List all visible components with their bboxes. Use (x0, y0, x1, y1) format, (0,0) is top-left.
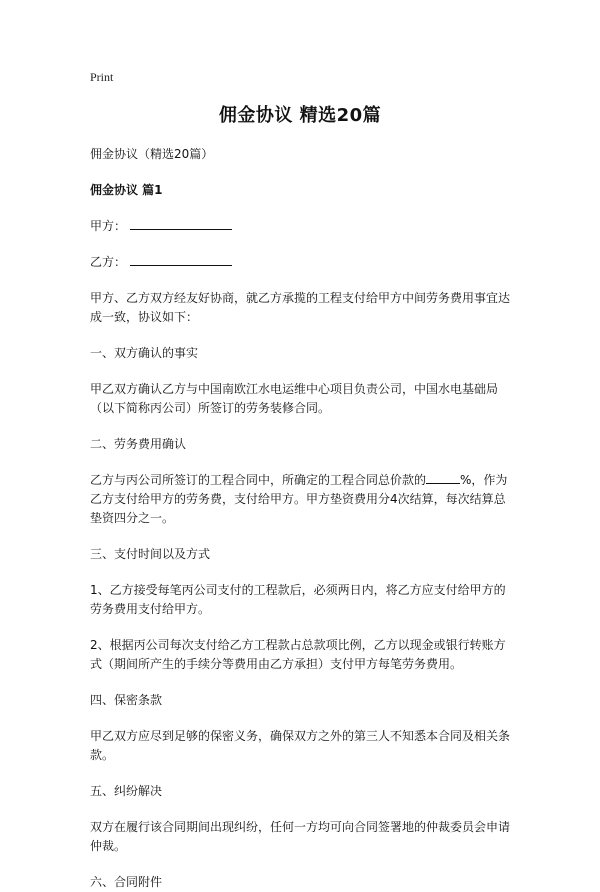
intro-paragraph: 甲方、乙方双方经友好协商，就乙方承揽的工程支付给甲方中间劳务费用事宜达成一致，协议如下： (90, 291, 511, 324)
heading-facts: 一、双方确认的事实 (90, 346, 199, 360)
paragraph-confidentiality: 甲乙双方应尽到足够的保密义务，确保双方之外的第三人不知悉本合同及相关条款。 (90, 729, 511, 762)
party-b-blank (130, 253, 232, 266)
fee-text-after: %，作为乙方支付给甲方的劳务费，支付给甲方。甲方垫资费用分4次结算，每次结算总垫资四分之一。 (90, 473, 508, 525)
fee-text-before: 乙方与丙公司所签订的工程合同中，所确定的工程合同总价款的 (90, 473, 427, 487)
heading-confidentiality: 四、保密条款 (90, 693, 163, 707)
party-a-line (90, 217, 510, 236)
party-a-label: 甲方： (90, 219, 127, 233)
party-a-blank (130, 217, 232, 230)
heading-fee: 二、劳务费用确认 (90, 437, 187, 451)
party-b-label: 乙方： (90, 255, 127, 269)
heading-attachments: 六、合同附件 (90, 875, 163, 889)
section-title: 佣金协议 篇1 (90, 183, 163, 197)
paragraph-payment-2: 2、根据丙公司每次支付给乙方工程款占总款项比例，乙方以现金或银行转账方式（期间所产生的手续分等费用由乙方承担）支付甲方每笔劳务费用。 (90, 638, 506, 671)
paragraph-dispute: 双方在履行该合同期间出现纠纷，任何一方均可向合同签署地的仲裁委员会申请仲裁。 (90, 820, 511, 853)
percent-blank (426, 471, 460, 484)
paragraph-facts: 甲乙双方确认乙方与中国南欧江水电运维中心项目负责公司，中国水电基础局（以下简称丙公司）所签订的劳务装修合同。 (90, 382, 499, 415)
document-subtitle: 佣金协议（精选20篇） (90, 147, 214, 161)
print-label: Print (90, 70, 114, 84)
heading-payment: 三、支付时间以及方式 (90, 547, 211, 561)
paragraph-fee (90, 471, 510, 528)
party-b-line (90, 253, 510, 272)
document-title: 佣金协议 精选20篇 (218, 105, 382, 126)
paragraph-payment-1: 1、乙方接受每笔丙公司支付的工程款后，必须两日内，将乙方应支付给甲方的劳务费用支付给甲方。 (90, 583, 506, 616)
heading-dispute: 五、纠纷解决 (90, 784, 163, 798)
